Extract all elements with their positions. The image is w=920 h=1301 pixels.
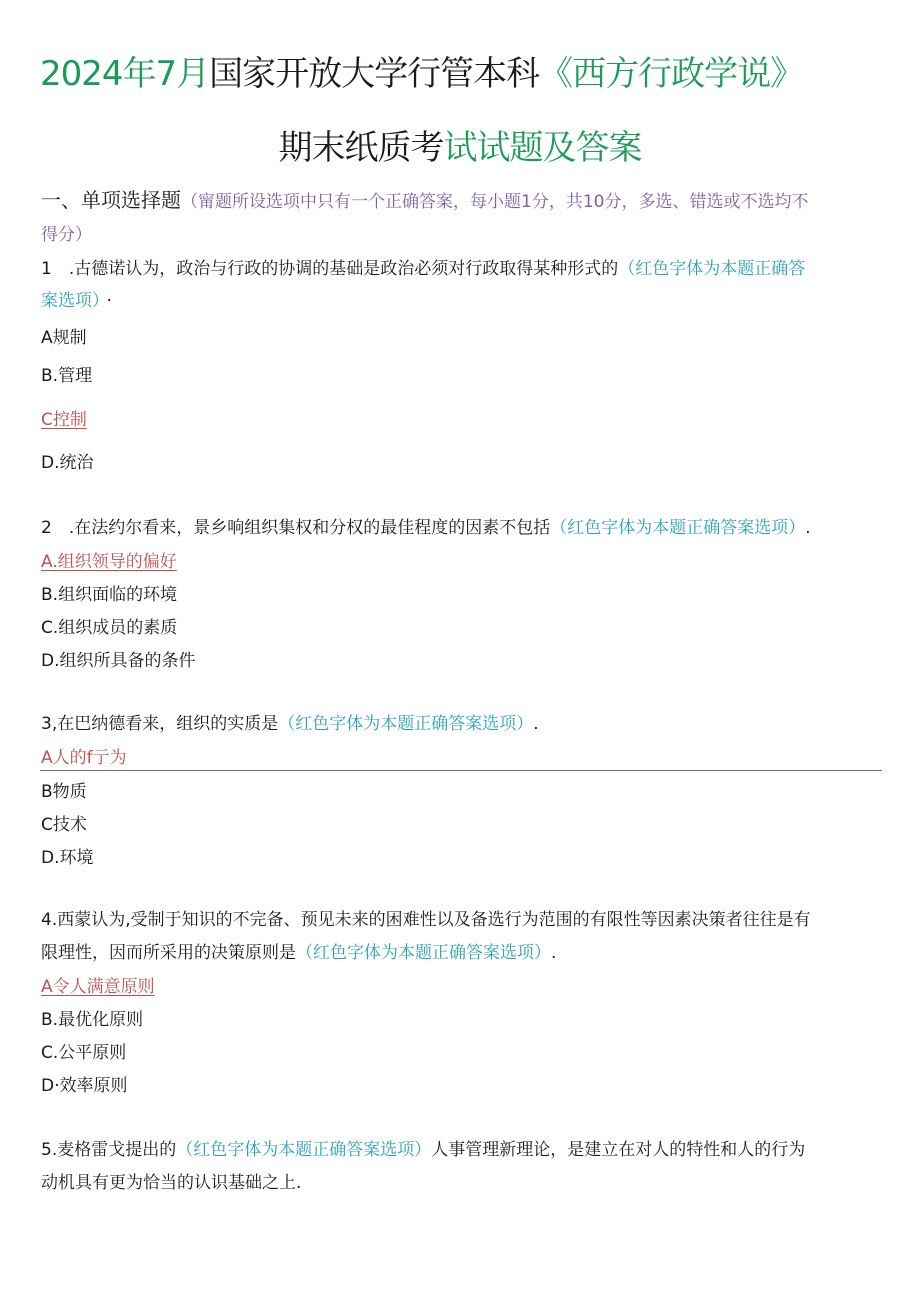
horizontal-rule (40, 770, 882, 771)
question-4-tail: . (551, 943, 557, 963)
title-school: 国家开放大学行管本科 (209, 54, 540, 94)
question-4-option-c: C.公平原则 (41, 1043, 127, 1063)
question-5-hint: （红色字体为本题正确答案选项） (176, 1140, 432, 1160)
question-5-stem-line-2: 动机具有更为恰当的认识基础之上. (41, 1173, 302, 1193)
section-note: （甯题所设选项中只有一个正确答案，每小题1分，共10分，多选、错选或不选均不 (181, 192, 809, 212)
question-5-stem (41, 1138, 886, 1162)
question-4-stem: 4.西蒙认为,受制于知识的不完备、预见未来的困难性以及备选行为范围的有限性等因素决策者往往是有 (41, 910, 811, 930)
question-2-option-b: B.组织面临的环境 (41, 585, 178, 605)
title-course: 《西方行政学说》 (539, 54, 804, 94)
question-4-stem-line-2 (41, 941, 886, 965)
question-1-option-b: B.管理 (41, 366, 93, 386)
question-4-hint: （红色字体为本题正确答案选项） (296, 943, 551, 963)
question-2-option-a (41, 550, 886, 574)
section-note-line-2: 得分） (41, 225, 92, 245)
correct-answer: A人的f亍为 (41, 748, 127, 768)
question-1-stem (41, 257, 886, 281)
question-2-hint: （红色字体为本题正确答案选项） (550, 518, 806, 538)
question-2-text: 2 .在法约尔看来，景乡响组织集权和分权的最佳程度的因素不包括 (41, 518, 551, 538)
question-1-option-d: D.统治 (41, 453, 94, 473)
question-4-option-a (41, 975, 886, 999)
question-2-option-c: C.组织成员的素质 (41, 618, 178, 638)
question-3-text: 3,在巴纳德看来，组织的实质是 (41, 714, 279, 734)
question-1-text: 1 .古德诺认为，政治与行政的协调的基础是政治必须对行政取得某种形式的 (41, 259, 619, 279)
question-4-option-b: B.最优化原则 (41, 1010, 144, 1030)
question-1-tail: · (106, 291, 112, 311)
title-exam-type: 期末纸质考 (278, 128, 444, 168)
document-title-line-1 (40, 50, 803, 98)
section-heading (41, 186, 886, 216)
correct-answer: A令人满意原则 (41, 977, 155, 997)
question-1-option-a: A规制 (41, 328, 87, 348)
question-3-option-a (41, 746, 886, 770)
question-2-tail: . (805, 518, 811, 538)
title-exam-answers: 试试题及答案 (443, 128, 642, 168)
question-3-hint: （红色字体为本题正确答案选项） (278, 714, 534, 734)
section-title: 一、单项选择题 (41, 188, 181, 212)
correct-answer: C控制 (41, 410, 87, 430)
correct-answer: A.组织领导的偏好 (41, 552, 177, 572)
question-1-hint-cont: 案选项） (41, 291, 101, 311)
question-1-stem-line-2 (41, 289, 886, 313)
question-4-option-d: D·效率原则 (41, 1076, 128, 1096)
title-date: 2024年7月 (40, 54, 210, 94)
question-3-stem (41, 712, 886, 736)
question-3-option-d: D.环境 (41, 848, 94, 868)
document-title-line-2 (0, 124, 920, 172)
question-4-text: 限理性，因而所采用的决策原则是 (41, 943, 296, 963)
question-5-text: 5.麦格雷戈提出的 (41, 1140, 177, 1160)
question-1-option-c (41, 408, 886, 432)
question-2-stem (41, 516, 886, 540)
question-2-option-d: D.组织所具备的条件 (41, 651, 196, 671)
question-3-option-b: B物质 (41, 782, 87, 802)
question-3-option-c: C技术 (41, 815, 87, 835)
question-1-hint: （红色字体为本题正确答 (618, 259, 806, 279)
question-5-text-cont: 人事管理新理论，是建立在对人的特性和人的行为 (431, 1140, 806, 1160)
question-3-tail: . (533, 714, 539, 734)
